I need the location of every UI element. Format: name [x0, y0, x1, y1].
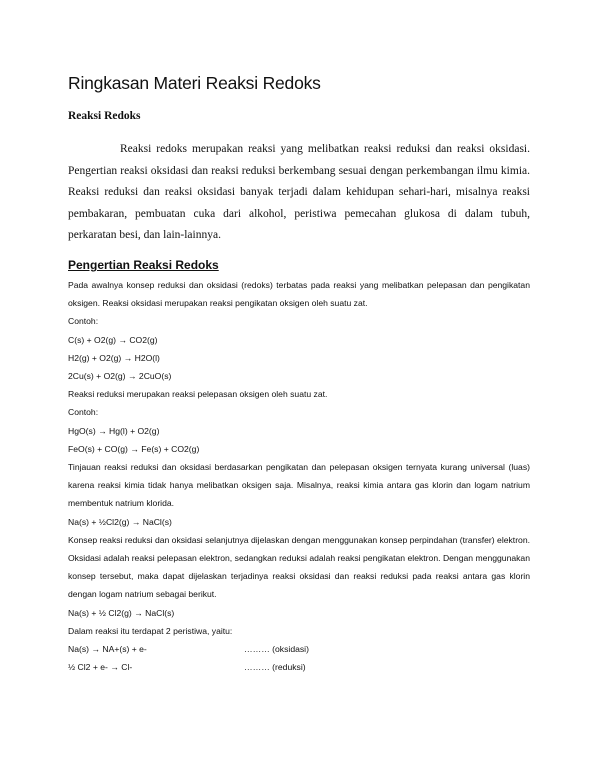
paragraph-reduksi: Reaksi reduksi merupakan reaksi pelepasan oksigen oleh suatu zat.	[68, 389, 328, 400]
half-reaction-equation: ½ Cl2 + e- → Cl-	[68, 662, 133, 673]
paragraph-oksidasi: Pada awalnya konsep reduksi dan oksidasi (redoks) terbatas pada reaksi yang melibatkan pelepasan dan pengikatan oksigen. Reaksi oksidasi merupakan reaksi pengikatan oksigen oleh suatu zat.	[68, 280, 530, 309]
page-title: Ringkasan Materi Reaksi Redoks	[68, 73, 321, 93]
equation: Na(s) + ½Cl2(g) → NaCl(s)	[68, 516, 172, 527]
half-reaction-oksidasi	[68, 640, 530, 658]
section-heading-reaksi-redoks: Reaksi Redoks	[68, 110, 141, 122]
paragraph-tinjauan: Tinjauan reaksi reduksi dan oksidasi berdasarkan pengikatan dan pelepasan oksigen ternyata kurang universal (luas) karena reaksi kimia tidak hanya melibatkan oksigen saja. Misalnya, reaksi kimia antara gas klorin dan logam natrium membentuk natrium klorida.	[68, 462, 530, 509]
half-reaction-note: ……… (reduksi)	[244, 662, 306, 673]
equation: 2Cu(s) + O2(g) → 2CuO(s)	[68, 371, 172, 382]
half-reaction-note: ……… (oksidasi)	[244, 644, 309, 655]
pengertian-body	[68, 276, 530, 676]
equation: Na(s) + ½ Cl2(g) → NaCl(s)	[68, 607, 175, 618]
section-heading-pengertian: Pengertian Reaksi Redoks	[68, 258, 219, 272]
paragraph-konsep: Konsep reaksi reduksi dan oksidasi selanjutnya dijelaskan dengan menggunakan konsep perpindahan (transfer) elektron. Oksidasi adalah reaksi pelepasan elektron, sedangkan reduksi adalah reaksi pengikatan elektron. Dengan menggunakan konsep tersebut, maka dapat dijelaskan terjadinya reaksi oksidasi dan reaksi reduksi pada reaksi antara gas klorin dengan logam natrium sebagai berikut.	[68, 534, 530, 600]
intro-paragraph: Reaksi redoks merupakan reaksi yang melibatkan reaksi reduksi dan reaksi oksidasi. Pengertian reaksi oksidasi dan reaksi reduksi berkembang sesuai dengan perkembangan ilmu kimia. Reaksi reduksi dan reaksi oksidasi banyak terjadi dalam kehidupan sehari-hari, misalnya reaksi pembakaran, pembuatan cuka dari alkohol, peristiwa pemecahan glukosa di dalam tubuh, perkaratan besi, dan lain-lainnya.	[68, 143, 530, 241]
half-reaction-equation: Na(s) → NA+(s) + e-	[68, 644, 147, 655]
equation: C(s) + O2(g) → CO2(g)	[68, 334, 158, 345]
equation: FeO(s) + CO(g) → Fe(s) + CO2(g)	[68, 443, 200, 454]
equation: H2(g) + O2(g) → H2O(l)	[68, 352, 160, 363]
equation: HgO(s) → Hg(l) + O2(g)	[68, 425, 160, 436]
contoh-label: Contoh:	[68, 316, 99, 327]
half-reaction-reduksi	[68, 658, 530, 676]
contoh-label: Contoh:	[68, 407, 99, 418]
paragraph-dua-peristiwa: Dalam reaksi itu terdapat 2 peristiwa, yaitu:	[68, 625, 233, 636]
